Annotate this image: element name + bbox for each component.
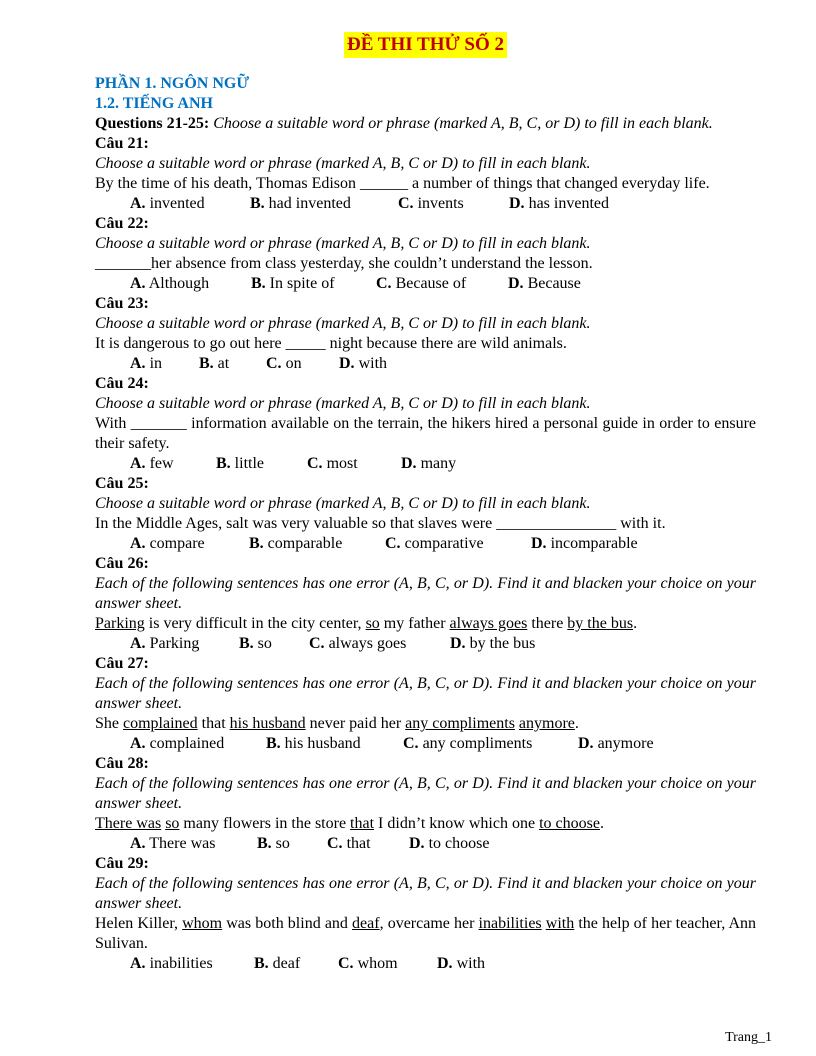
answer-options [95, 274, 756, 294]
option-b[interactable]: B. so [257, 835, 290, 852]
question-text: There was so many flowers in the store that I didn’t know which one to choose. [95, 815, 604, 832]
question-instruction: Each of the following sentences has one error (A, B, C, or D). Find it and blacken your choice on your answer sheet. [95, 875, 756, 912]
option-a[interactable]: A. few [130, 455, 174, 472]
question-instruction: Choose a suitable word or phrase (marked A, B, C or D) to fill in each blank. [95, 155, 591, 172]
option-a[interactable]: A. compare [130, 535, 205, 552]
answer-options [95, 734, 756, 754]
option-d[interactable]: D. to choose [409, 835, 490, 852]
option-d[interactable]: D. with [437, 955, 486, 972]
option-a[interactable]: A. inabilities [130, 955, 213, 972]
page-content [95, 32, 756, 974]
answer-options [95, 954, 756, 974]
question-instruction: Choose a suitable word or phrase (marked A, B, C or D) to fill in each blank. [95, 315, 591, 332]
option-c[interactable]: C. any compliments [403, 735, 533, 752]
question-instruction: Choose a suitable word or phrase (marked A, B, C or D) to fill in each blank. [95, 235, 591, 252]
question-instruction: Choose a suitable word or phrase (marked A, B, C or D) to fill in each blank. [95, 395, 591, 412]
option-c[interactable]: C. whom [338, 955, 398, 972]
option-a[interactable]: A. invented [130, 195, 205, 212]
question-instruction: Each of the following sentences has one error (A, B, C, or D). Find it and blacken your choice on your answer sheet. [95, 675, 756, 712]
option-c[interactable]: C. most [307, 455, 358, 472]
option-b[interactable]: B. In spite of [251, 275, 335, 292]
option-d[interactable]: D. has invented [509, 195, 609, 212]
option-c[interactable]: C. always goes [309, 635, 407, 652]
option-d[interactable]: D. anymore [578, 735, 654, 752]
option-d[interactable]: D. by the bus [450, 635, 536, 652]
questions-intro: Questions 21-25: Choose a suitable word or phrase (marked A, B, C, or D) to fill in each blank. [95, 115, 713, 132]
question-label: Câu 27: [95, 655, 149, 672]
question-label: Câu 25: [95, 475, 149, 492]
option-a[interactable]: A. Parking [130, 635, 200, 652]
question-instruction: Each of the following sentences has one error (A, B, C, or D). Find it and blacken your choice on your answer sheet. [95, 775, 756, 812]
option-c[interactable]: C. invents [398, 195, 464, 212]
question-label: Câu 28: [95, 755, 149, 772]
question-text: In the Middle Ages, salt was very valuable so that slaves were _______________ with it. [95, 515, 666, 532]
option-b[interactable]: B. deaf [254, 955, 301, 972]
question-label: Câu 24: [95, 375, 149, 392]
answer-options [95, 834, 756, 854]
answer-options [95, 354, 756, 374]
option-b[interactable]: B. so [239, 635, 272, 652]
option-b[interactable]: B. had invented [250, 195, 351, 212]
option-d[interactable]: D. many [401, 455, 457, 472]
option-d[interactable]: D. incomparable [531, 535, 638, 552]
option-a[interactable]: A. complained [130, 735, 225, 752]
question-instruction: Choose a suitable word or phrase (marked A, B, C or D) to fill in each blank. [95, 495, 591, 512]
question-text: With _______ information available on the terrain, the hikers hired a personal guide in order to ensure their safety. [95, 415, 756, 452]
option-c[interactable]: C. that [327, 835, 371, 852]
question-text: Helen Killer, whom was both blind and deaf, overcame her inabilities with the help of her teacher, Ann Sulivan. [95, 915, 757, 952]
subpart-heading: 1.2. TIẾNG ANH [95, 95, 213, 112]
answer-options [95, 194, 756, 214]
answer-options [95, 634, 756, 654]
option-a[interactable]: A. in [130, 355, 163, 372]
question-instruction: Each of the following sentences has one error (A, B, C, or D). Find it and blacken your choice on your answer sheet. [95, 575, 756, 612]
answer-options [95, 534, 756, 554]
option-a[interactable]: A. There was [130, 835, 216, 852]
answer-options [95, 454, 756, 474]
exam-title: ĐỀ THI THỬ SỐ 2 [344, 32, 507, 58]
question-label: Câu 26: [95, 555, 149, 572]
question-text: _______her absence from class yesterday, she couldn’t understand the lesson. [95, 255, 593, 272]
option-b[interactable]: B. little [216, 455, 264, 472]
option-d[interactable]: D. with [339, 355, 388, 372]
option-b[interactable]: B. his husband [266, 735, 361, 752]
option-c[interactable]: C. Because of [376, 275, 467, 292]
question-label: Câu 23: [95, 295, 149, 312]
question-text: It is dangerous to go out here _____ night because there are wild animals. [95, 335, 567, 352]
question-text: Parking is very difficult in the city center, so my father always goes there by the bus. [95, 615, 638, 632]
option-b[interactable]: B. at [199, 355, 230, 372]
question-label: Câu 21: [95, 135, 149, 152]
question-text: She complained that his husband never paid her any compliments anymore. [95, 715, 579, 732]
question-text: By the time of his death, Thomas Edison ______ a number of things that changed everyday life. [95, 175, 710, 192]
option-b[interactable]: B. comparable [249, 535, 343, 552]
part-heading: PHẦN 1. NGÔN NGỮ [95, 75, 250, 92]
question-label: Câu 22: [95, 215, 149, 232]
option-d[interactable]: D. Because [508, 275, 581, 292]
option-c[interactable]: C. on [266, 355, 302, 372]
page-number: Trang_1 [725, 1030, 772, 1045]
option-c[interactable]: C. comparative [385, 535, 484, 552]
question-label: Câu 29: [95, 855, 149, 872]
option-a[interactable]: A. Although [130, 275, 210, 292]
